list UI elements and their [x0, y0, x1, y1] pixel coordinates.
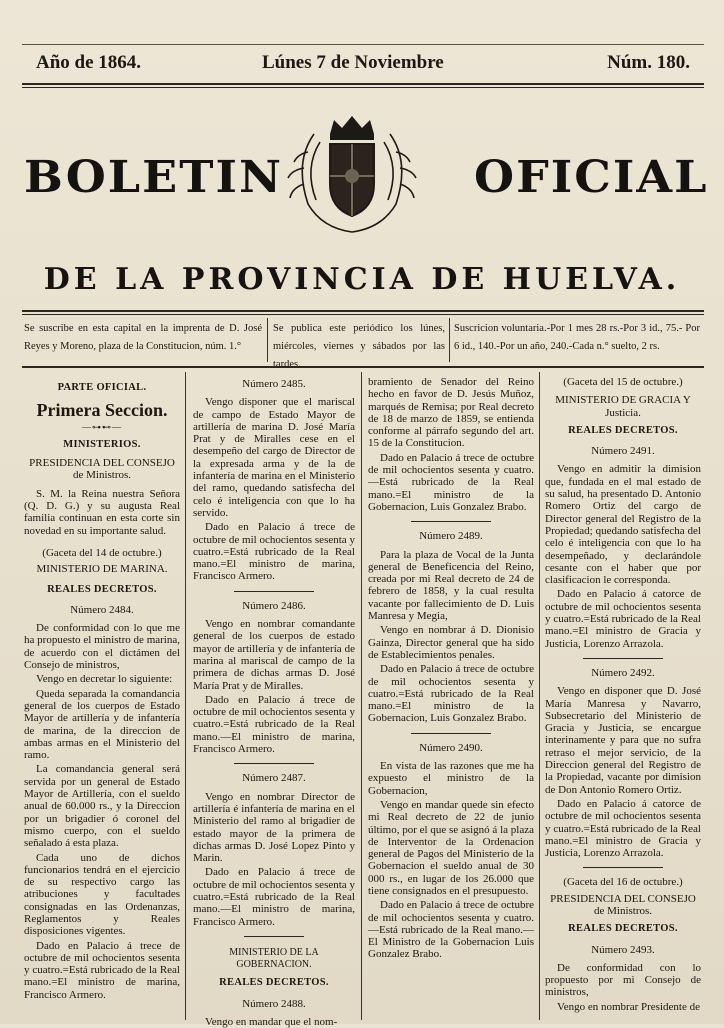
decree-number: Número 2493. [591, 943, 655, 956]
decree-number: Número 2489. [419, 530, 483, 543]
separator [244, 936, 304, 937]
paragraph: bramiento de Senador del Reino hecho en favor de D. Jesús Muñoz, marqués de Remisa; por Real decreto de 18 de marzo de 1859, se entienda conforme al párrafo segundo del art. 15 de la Constitucion. [368, 376, 534, 450]
paragraph: Dado en Palacio á trece de octubre de mil ochocientos sesenta y cuatro.=Está rubricado de la Real mano.=El ministro de marina, Francisco Armero. [193, 521, 355, 583]
decrees-heading: REALES DECRETOS. [568, 424, 678, 436]
issue-year: Año de 1864. [36, 52, 142, 73]
ministries-heading: MINISTERIOS. [63, 438, 141, 450]
paragraph: Vengo en nombrar comandante general de los cuerpos de estado mayor de artillería y de infantería de marina al mariscal de campo de la primera de dichas armas D. José María Prat y de Miralles. [193, 618, 355, 692]
decree-number: Número 2486. [242, 599, 306, 612]
subs-divider [267, 318, 268, 362]
ministry-heading: MINISTERIO DE GRACIA Y Justicia. [555, 394, 691, 419]
paragraph: Queda separada la comandancia general de los cuerpos de Estado Mayor de artillería y de infantería de marina, de la direccion de ambas armas en el Ministerio del ramo. [24, 687, 180, 762]
gazette-note: (Gaceta del 15 de octubre.) [563, 376, 683, 388]
decree-number: Número 2492. [591, 666, 655, 679]
decree-number: Número 2487. [242, 772, 306, 785]
paragraph: Para la plaza de Vocal de la Junta general de Beneficencia del Reino, creada por mi Real decreto de 24 de febrero de 1858, y la cual resulta vacante por fallecimiento de D. Luis Manresa y Megia, [368, 548, 534, 623]
paragraph: Vengo en disponer que D. José María Manresa y Navarro, Subsecretario del Ministerio de Gracia y Justicia, se encargue interinamente y para que no sufra retraso el mejor servicio, de la Direccion general del Registro de la Propiedad, vacante por dimision de Don Antonio Romero Ortiz. [545, 685, 701, 796]
separator [583, 658, 663, 659]
gazette-note: (Gaceta del 16 de octubre.) [563, 876, 683, 889]
paragraph: Dado en Palacio á trece de octubre de mil ochocientos sesenta y cuatro.=Está rubricado de la Real mano.—El ministro de marina, Francisco Armero. [193, 866, 355, 928]
subscription-place: Se suscribe en esta capital en la imprenta de D. José Reyes y Moreno, plaza de la Constitucion, núm. 1.° [24, 323, 262, 352]
paragraph: Vengo disponer que el mariscal de campo de Estado Mayor de artillería de marina D. José María Prat y de Miralles cese en el desempeño del cargo de Director de la expresada arma y de la de infantería de marina en el Ministerio del ramo, quedando satisfecha del celo é inteligencia con que lo ha servido. [193, 396, 355, 519]
decree-number: Número 2491. [591, 445, 655, 458]
column-4 [545, 376, 701, 1022]
subscription-prices: Suscricion voluntaria.-Por 1 mes 28 rs.-Por 3 id., 75.- Por 6 id., 140.-Por un año, 240.-Cada n.° suelto, 2 rs. [454, 323, 700, 352]
decree-number: Número 2484. [70, 603, 134, 616]
decrees-heading: REALES DECRETOS. [47, 583, 157, 595]
decrees-heading: REALES DECRETOS. [568, 923, 678, 935]
separator [583, 867, 663, 868]
paragraph: De conformidad con lo propuesto por mi Consejo de ministros, [545, 961, 701, 999]
gazette-note: (Gaceta del 14 de octubre.) [42, 546, 162, 559]
paragraph: Dado en Palacio á trece de octubre de mil ochocientos sesenta y cuatro.—Está rubricado de la Real mano.=El ministro de la Gobernacion, Luis Gonzalez Brabo. [368, 451, 534, 513]
coat-of-arms-icon [274, 112, 430, 236]
ornament: —⊶⊷— [82, 421, 122, 432]
paragraph: Vengo en mandar quede sin efecto mi Real decreto de 22 de junio último, por el que se asignó á la plaza de Interventor de la Ordenacion general de Pagos del Ministerio de la Gobernacion el sueldo anual de 30 000 rs., en lugar de los 26.000 que tiene consignados en el presupuesto. [368, 798, 534, 897]
column-1 [24, 376, 180, 1022]
presidency-heading: PRESIDENCIA DEL CONSEJO de Ministros. [29, 457, 175, 482]
paragraph: Dado en Palacio á catorce de octubre de mil ochocientos sesenta y cuatro.=Está rubricado de la Real mano.=El ministro de Gracia y Justicia, Lorenzo Arrazola. [545, 588, 701, 650]
paragraph: De conformidad con lo que me ha propuesto el ministro de marina, de acuerdo con el dictámen del Consejo de ministros, [24, 622, 180, 672]
paragraph: Dado en Palacio á trece de octubre de mil ochocientos sesenta y cuatro.=Está rubricado de la Real mano.—El ministro de marina, Francisco Armero. [193, 693, 355, 756]
section-heading: Primera Seccion. [36, 400, 168, 421]
separator [411, 733, 491, 734]
column-divider [361, 372, 362, 1020]
ministry-heading: MINISTERIO DE LA GOBERNACION. [229, 946, 319, 971]
part-heading: PARTE OFICIAL. [57, 382, 147, 393]
subscription-schedule: Se publica este periódico los lúnes, miércoles, viernes y sábados por las tardes. [273, 323, 445, 370]
dateline-rule-thin [22, 87, 704, 88]
separator [411, 521, 491, 522]
issue-number: Núm. 180. [607, 52, 690, 73]
subscription-rule-top-thin [22, 314, 704, 315]
paragraph: Vengo en decretar lo siguiente: [36, 673, 173, 686]
subs-divider [449, 318, 450, 362]
top-rule [22, 44, 704, 45]
paragraph: Cada uno de dichos funcionarios tendrá en el ejercicio de su respectivo cargo las atribuciones y facultades consignadas en las Ordenanzas, Reglamentos y Reales disposiciones vigentes. [24, 851, 180, 938]
presidency-heading: PRESIDENCIA DEL CONSEJO de Ministros. [550, 892, 696, 917]
paragraph: Vengo en nombrar á D. Dionisio Gainza, Director general que ha sido de Establecimientos penales. [368, 624, 534, 661]
column-divider [539, 372, 540, 1020]
paragraph: Vengo en mandar que el nom- [205, 1016, 338, 1028]
masthead-right: OFICIAL [474, 151, 709, 203]
paragraph: La comandancia general será servida por un general de Estado Mayor de Artillería, con el sueldo anual de 60.000 rs., y la Direccion por un brigadier ó coronel del mismo cuerpo, con el sueldo señalado á esta plaza. [24, 763, 180, 850]
paragraph: Vengo en admitir la dimision que, fundada en el mal estado de su salud, ha presentado D. Antonio Romero Ortiz del cargo de Director general del Registro de la Propiedad; quedando satisfecha del celo é inteligencia con que lo ha desempeñado, y declarándole cesante con el haber que por clasificacion le corresponda. [545, 463, 701, 587]
paragraph: Dado en Palacio á trece de octubre de mil ochocientos sesenta y cuatro.=Está rubricado de la Real mano.=El ministro de marina, Francisco Armero. [24, 939, 180, 1001]
decree-number: Número 2490. [419, 741, 483, 754]
subscription-rule-top [22, 310, 704, 312]
paragraph: Dado en Palacio á trece de octubre de mil ochocientos sesenta y cuatro.—Está rubricado de la Real mano.—El Ministro de la Gobernacion Luis Gonzalez Brabo. [368, 899, 534, 961]
decree-number: Número 2485. [242, 378, 306, 390]
separator [234, 591, 314, 592]
decrees-heading: REALES DECRETOS. [219, 977, 329, 989]
paragraph: Vengo en nombrar Director de artillería é infantería de marina en el Ministerio del ramo al brigadier de estado mayor de la primera de dichas armas D. José Lopez Pinto y Marin. [193, 790, 355, 865]
column-3 [368, 376, 534, 1022]
paragraph: Vengo en nombrar Presidente de [557, 1000, 700, 1013]
column-divider [185, 372, 186, 1020]
issue-date: Lúnes 7 de Noviembre [262, 52, 444, 73]
paragraph: Dado en Palacio á trece de octubre de mil ochocientos sesenta y cuatro.=Está rubricado de la Real mano.=El ministro de la Gobernacion, Luis Gonzalez Brabo. [368, 663, 534, 725]
columns-rule [22, 366, 704, 368]
dateline-rule [22, 83, 704, 85]
paragraph: S. M. la Reina nuestra Señora (Q. D. G.) y su augusta Real familia continuan en esta corte sin novedad en su importante salud. [24, 487, 180, 537]
dateline [24, 50, 700, 80]
paragraph: Dado en Palacio á catorce de octubre de mil ochocientos sesenta y cuatro.=Está rubricado de la Real mano.=El ministro de Gracia y Justicia, Lorenzo Arrazola. [545, 797, 701, 860]
masthead-left: BOLETIN [24, 151, 284, 203]
ministry-heading: MINISTERIO DE MARINA. [36, 563, 168, 576]
paragraph: En vista de las razones que me ha expuesto el ministro de la Gobernacion, [368, 760, 534, 797]
decree-number: Número 2488. [242, 997, 306, 1010]
column-2 [193, 376, 355, 1028]
province-title: DE LA PROVINCIA DE HUELVA. [43, 262, 681, 297]
separator [234, 763, 314, 764]
